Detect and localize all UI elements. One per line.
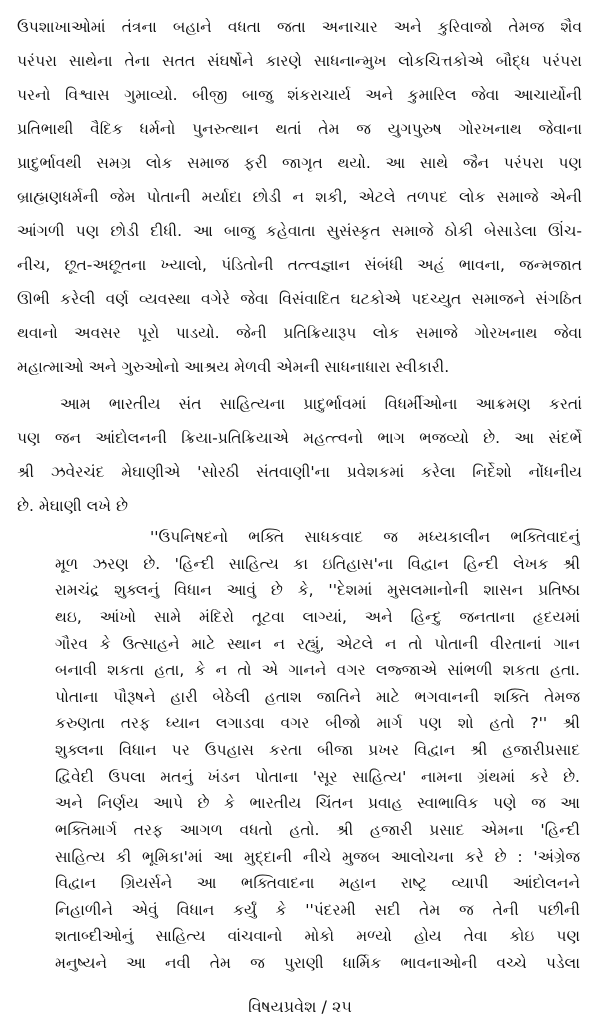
text-line: પ્રતિભાથી વૈદિક ધર્મનો પુનરુત્થાન થતાં તેમ જ યુગપુરુષ ગોરખનાથ જેવાના <box>17 120 582 138</box>
text-line: દ્વિવેદી ઉપલા મતનું ખંડન પોતાના 'સૂર સાહિત્ય' નામના ગ્રંથમાં કરે છે. <box>55 768 580 786</box>
text-line: રામચંદ્ર શુક્લનું વિધાન આવું છે કે, ''દેશમાં મુસલમાનોની શાસન પ્રતિષ્ઠા <box>55 581 580 599</box>
text-line: ''ઉપનિષદનો ભક્તિ સાધકવાદ જ મધ્યકાલીન ભક્તિવાદનું <box>150 528 580 546</box>
text-line: આમ ભારતીય સંત સાહિત્યના પ્રાદુર્ભાવમાં વિધર્મીઓના આક્રમણ કરતાં <box>60 395 582 413</box>
text-line: મૂળ ઝરણ છે. 'હિન્દી સાહિત્ય કા ઇતિહાસ'ના વિદ્વાન હિન્દી લેખક શ્રી <box>55 555 580 573</box>
text-line: શતાબ્દીઓનું સાહિત્ય વાંચવાનો મોકો મળ્યો હોય તેવા કોઇ પણ <box>55 927 580 945</box>
text-line: વિદ્વાન ગ્રિયર્સને આ ભક્તિવાદના મહાન રાષ્ટ્ર વ્યાપી આંદોલનને <box>55 874 580 892</box>
text-line: પણ જન આંદોલનની ક્રિયા-પ્રતિક્રિયાએ મહત્ત્વનો ભાગ ભજવ્યો છે. આ સંદર્ભે <box>17 429 582 447</box>
text-line: મહાત્માઓ અને ગુરુઓનો આશ્રય મેળવી એમની સાધનાધારા સ્વીકારી. <box>17 358 450 376</box>
text-line: શુક્લના વિધાન પર ઉપહાસ કરતા બીજા પ્રખર વિદ્વાન શ્રી હજારીપ્રસાદ <box>55 741 580 759</box>
text-line: કરુણતા તરફ ધ્યાન લગાડવા વગર બીજો માર્ગ પણ શો હતો ?'' શ્રી <box>55 714 580 732</box>
text-line: ગૌરવ કે ઉત્સાહને માટે સ્થાન ન રહ્યું, એટલે ન તો પોતાની વીરતાનાં ગાન <box>55 635 580 653</box>
text-line: પરનો વિશ્વાસ ગુમાવ્યો. બીજી બાજુ શંકરાચાર્ય અને કુમારિલ જેવા આચાર્યોની <box>17 86 582 104</box>
text-line: પ્રાદુર્ભાવથી સમગ્ર લોક સમાજ ફરી જાગૃત થયો. આ સાથે જૈન પરંપરા પણ <box>17 154 582 172</box>
text-line: ઉપશાખાઓમાં તંત્રના બહાને વધતા જતા અનાચાર અને કુરિવાજો તેમજ શૈવ <box>17 18 582 36</box>
text-line: પરંપરા સાથેના તેના સતત સંઘર્ષોને કારણે સાધનાન્મુખ લોકચિત્તકોએ બૌદ્ધ પરંપરા <box>17 52 582 70</box>
text-line: નિહાળીને એવું વિધાન કર્યું કે ''પંદરમી સદી તેમ જ તેની પછીની <box>55 901 580 919</box>
page-footer: વિષયપ્રવેશ / ૨૫ <box>248 997 352 1016</box>
text-line: બનાવી શકતા હતા, કે ન તો એ ગાનને વગર લજ્જાએ સાંભળી શકતા હતા. <box>55 661 580 679</box>
text-line: છે. મેઘાણી લખે છે <box>17 497 128 515</box>
text-line: ભક્તિમાર્ગ તરફ આગળ વધતો હતો. શ્રી હજારી પ્રસાદ એમના 'હિન્દી <box>55 821 580 839</box>
text-line: મનુષ્યને આ નવી તેમ જ પુરાણી ધાર્મિક ભાવનાઓની વચ્ચે પડેલા <box>55 954 580 972</box>
text-line: થવાનો અવસર પૂરો પાડયો. જેની પ્રતિક્રિયારૂપ લોક સમાજે ગોરખનાથ જેવા <box>17 324 582 342</box>
text-line: નીચ, છૂત-અછૂતના ખ્યાલો, પંડિતોની તત્ત્વજ્ઞાન સંબંધી અહં ભાવના, જન્મજાત <box>17 256 582 274</box>
text-line: બ્રાહ્મણધર્મની જેમ પોતાની મર્યાદા છોડી ન શકી, એટલે તળપદ લોક સમાજે એની <box>17 188 582 206</box>
text-line: અને નિર્ણય આપે છે કે ભારતીય ચિંતન પ્રવાહ સ્વાભાવિક પણે જ આ <box>55 794 580 812</box>
text-line: આંગળી પણ છોડી દીધી. આ બાજુ કહેવાતા સુસંસ્કૃત સમાજે ઠોકી બેસાડેલા ઊંચ- <box>17 222 582 240</box>
text-line: થઇ, આંખો સામે મંદિરો તૂટવા લાગ્યાં, અને હિન્દુ જનતાના હૃદયમાં <box>55 608 580 626</box>
text-line: પોતાના પૌરૂષને હારી બેઠેલી હતાશ જાતિને માટે ભગવાનની શક્તિ તેમજ <box>55 688 580 706</box>
text-line: શ્રી ઝવેરચંદ મેઘાણીએ 'સોરઠી સંતવાણી'ના પ્રવેશકમાં કરેલા નિર્દેશો નોંધનીય <box>17 463 582 481</box>
text-line: ઊભી કરેલી વર્ણ વ્યવસ્થા વગેરે જેવા વિસંવાદિત ઘટકોએ પદચ્યુત સમાજને સંગઠિત <box>17 290 582 308</box>
text-line: સાહિત્ય કી ભૂમિકા'માં આ મુદ્દાની નીચે મુજબ આલોચના કરે છે : 'અંગ્રેજ <box>55 848 580 866</box>
